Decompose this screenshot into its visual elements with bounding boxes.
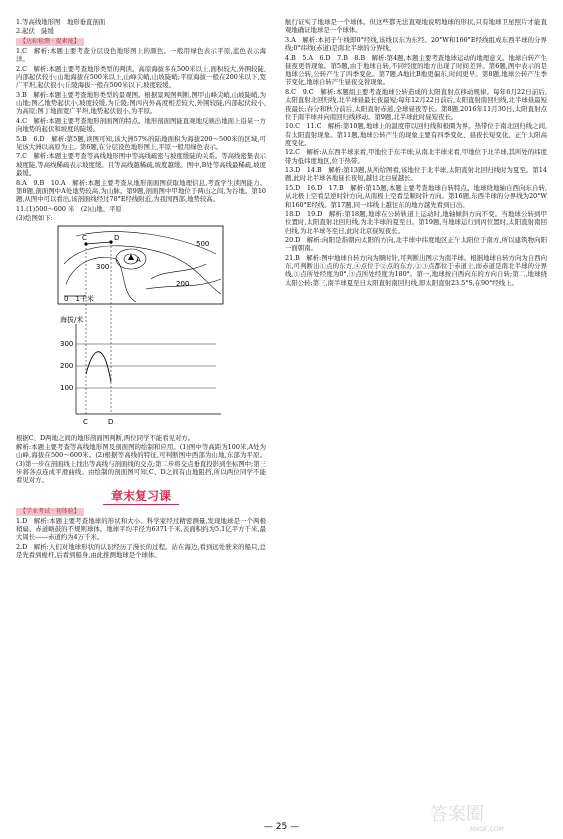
answer-paragraph: 根据C、D两地之间的地形剖面图判断,两位同学不能看见对方。 [16,433,195,442]
peak-triangle [128,254,134,260]
page-number: — 25 — [263,822,300,832]
answer-paragraph: 15.D 16.D 17.B 解析:第15题,本题主要考查地球自转特点。地球绕地轴自西向东自转,从北极上空看呈逆时针方向,从南极上空看呈顺时针方向。第16题,东西半球的分界线为20°W和160°E经线。第17题,同一纬线上越往东的地方越先看到日出。 [285,183,547,209]
answer-paragraph: 13.D 14.B 解析:第13题,从所给图看,该地位于北半球,太阳直射北回归线时为夏至。第14题,此时北半球各地昼长夜短,越往北白昼越长。 [285,166,547,183]
y-tick: 100 [60,384,74,393]
answer-paragraph: 1.C 解析:本题主要考查分层设色地形图上的颜色。一般用绿色表示平原,蓝色表示海洋。 [16,46,266,64]
right-column [285,18,547,288]
answer-paragraph: 4.C 解析:本题主要考查地形剖面图的特点。地形剖面图能直观地反映出地面上沿某一方向地势的起伏和坡度的陡缓。 [16,116,266,134]
answer-paragraph: 11.(1)500～600 米 (2)山地、平原 [16,204,122,213]
answer-paragraph: 3.B 解析:本题主要考查地形类型的景观图。根据景观图判断,图甲山峰尖峭,山坡陡峭,为山地;图乙地势起伏小,坡度较缓,为丘陵;图丙内外高度相差较大,外围较陡,内部起伏较小,为高原;图丁地面宽广平坦,地势起伏很小,为平原。 [16,90,266,116]
y-tick: 200 [60,362,74,371]
answer-paragraph: 1.D 解析:本题主要考查地球的形状和大小。科学家经过精密测量,发现地球是一个两极稍扁、赤道略鼓的不规则球体。地球平均半径为6371千米,表面积约为5.1亿平方千米,最大周长——赤道约为4万千米。 [16,516,266,542]
contour-profile-figure [56,224,266,431]
answer-paragraph: 解析:本题主要考查等高线地形图及剖面图的绘制和应用。(1)图中等高距为100米,A处为山峰,海拔在500～600米。(2)根据等高线的特征,可判断图中西部为山地,东部为平原。(3)第一步在剖面线上找出等高线与剖面线的交点;第二步将交点垂直投影到坐标图中;第三步将各点连成平滑曲线。由绘制的剖面图可知,C、D之间有山地阻挡,所以两位同学不能看见对方。 [16,443,266,485]
watermark-url: MXQE.COM [470,826,504,833]
label-c: C [82,234,87,243]
answer-paragraph: 8.A 9.B 10.A 解析:本题主要考查从地形剖面图获取地理信息,考查学生读图能力。第8题,剖面图中A处地势较高,为山脉。第9题,剖面图中甲地位于两山之间,为谷地。第10题,从图中可以看出,该剖面线经过78°E经线附近,为我国西部,地势较高。 [16,178,266,204]
answer-paragraph: 7.C 解析:本题主要考查等高线地形图中等高线疏密与坡度缓陡的关系。等高线密集表示坡度陡,等高线稀疏表示坡度缓。且等高线越稀疏,坡度越缓。图中,B处等高线最稀疏,坡度最缓。 [16,152,266,178]
section-tag: 【学业考试 · 初体验】 [16,508,84,516]
left-column [16,18,266,561]
scale-label: 0 1千米 [64,295,94,304]
answer-paragraph: 5.B 6.D 解析:第5题,读图可知,该大洲57%的陆地面积为海拔200～500米的区域,可见该大洲以高原为主。第6题,在分层设色地形图上,平原一般用绿色表示。 [16,134,266,151]
label-contour: 200 [176,280,190,289]
answer-paragraph: 8.C 9.C 解析:本题组主要考查地球公转造成的太阳直射点移动规律。每年6月22日前后,太阳直射北回归线,北半球昼最长夜最短;每年12月22日前后,太阳直射南回归线,北半球昼最短夜最长;春分和秋分前后,太阳直射赤道,全球昼夜等长。第8题,2016年11月30日,太阳直射点位于南半球并向南回归线移动。第9题,北半球此时昼短夜长。 [285,87,547,121]
contour-line [151,264,206,279]
text-line: 2.起伏 陡缓 [16,27,55,36]
section-tag: 【达标检测 · 提素能】 [16,38,84,46]
answer-paragraph: 2.D 解析:人们对地球形状的认识经历了漫长的过程。站在海边,看到远处驶来的船只,总是先看到桅杆,后看到船身,由此推测地球是个球体。 [16,542,266,560]
answer-paragraph: (3)绘图如下: [16,214,53,223]
section-line [86,242,111,244]
bottom-label-c: C [83,418,88,427]
answer-paragraph: 2.C 解析:本题主要考查地形类型的判读。高原海拔多在500米以上,面积较大,外围较陡,内部起伏较小;山地海拔在500米以上,山峰尖峭,山坡陡峭;平原海拔一般在200米以下,宽广平坦,起伏很小;丘陵海拔一般在500米以下,坡度较缓。 [16,64,266,90]
answer-paragraph: 21.B 解析:图中地球自转方向为顺时针,可判断出图示为南半球。根据地球自转方向为自西向东,可判断出①点的东方,④点位于②点的东方,②③点都位于赤道上,而赤道是南北半球的分界线,①点所处经度为0°,③点所处经度为180°。第一,地球按自西向东的方向自转;第二,地球绕太阳公转;第三,南半球夏至日太阳直射南回归线,即太阳直射23.5°S,在90°经线上。 [285,253,547,287]
answer-paragraph: 4.B 5.A 6.D 7.B 8.B 解析:第4题,本题主要考查地球运动的地理意义。地球自转产生昼夜更替现象。第5题,由于地球自转,不同经度的地方出现了时间差异。第6题,图中表示的是地球公转,公转产生了四季变化。第7题,A地比B地更偏东,时间更早。第8题,地球公转产生季节变化,地球自转产生昼夜交替现象。 [285,53,547,87]
bottom-label-d: D [108,418,114,427]
text-line: 1.等高线地形图 地形垂直剖面 [16,18,106,26]
y-tick: 300 [60,340,74,349]
label-d: D [114,234,120,243]
answer-paragraph: 航行证实了地球是一个球体。但这些都无法直观地说明地球的形状,只有地球卫星照片才能直观地确证地球是一个球体。 [285,18,547,35]
label-contour: 300 [96,263,110,272]
watermark: 答案圈 [430,804,484,825]
contour-map-svg [56,224,226,429]
answer-paragraph: 18.D 19.D 解析:第18题,地球在公转轨道上运动时,地轴倾斜方向不变。当地球公转到甲位置时,太阳直射北回归线,为北半球的夏至日。第19题,当地球运行到丙位置时,太阳直射南回归线,为北半球冬至日,此时北京昼短夜长。 [285,210,547,235]
answer-paragraph: 20.D 解析:向阳是指朝向太阳的方向,北半球中纬度地区正午太阳位于南方,所以建筑物向阳一面朝南。 [285,236,547,253]
chapter-title-text: 章末复习课 [103,488,179,505]
label-a: A [136,256,141,265]
answer-paragraph: 3.A 解析:本初子午线即0°经线,该线以东为东经。20°W和160°E经线组成东西半球的分界线;0°纬线(赤道)是南北半球的分界线。 [285,35,547,53]
answer-paragraph: 12.C 解析:从东西半球来看,甲地位于东半球;从南北半球来看,甲地位于北半球,其所处的纬度带为低纬度地区,位于热带。 [285,148,547,165]
axis-title: 海拔/米 [60,316,84,325]
answer-paragraph: 10.C 11.C 解析:第10题,地球上的温度带以回归线和极圈为界。热带位于南北回归线之间,有太阳直射现象。第11题,地球公转产生的现象主要有四季变化、昼夜长短变化、正午太阳高度变化。 [285,122,547,147]
chapter-title [16,488,266,505]
contour-line [64,246,221,294]
label-contour: 500 [196,240,210,249]
profile-curve [86,352,111,382]
